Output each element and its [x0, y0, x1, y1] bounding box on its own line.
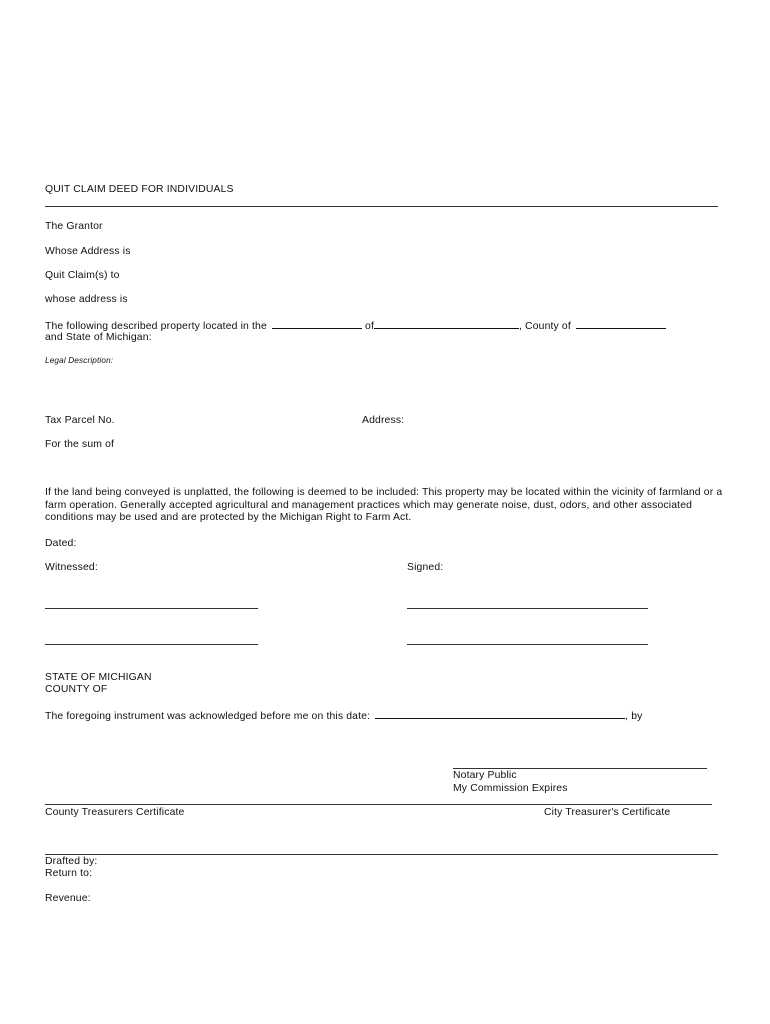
revenue-label: Revenue: — [45, 893, 91, 904]
legal-description-label: Legal Description: — [45, 356, 114, 365]
return-to-label: Return to: — [45, 868, 93, 879]
acknowledgment-text: The foregoing instrument was acknowledged before me on this date: — [45, 711, 371, 722]
county-treasurer-certificate: County Treasurers Certificate — [45, 807, 185, 818]
quit-claims-to-label: Quit Claim(s) to — [45, 270, 120, 281]
witness-signature-line-2[interactable] — [45, 644, 258, 645]
dated-label: Dated: — [45, 538, 77, 549]
grantor-label: The Grantor — [45, 221, 103, 232]
drafted-by-label: Drafted by: — [45, 856, 98, 867]
right-to-farm-paragraph: If the land being conveyed is unplatted, the following is deemed to be included: This property may be located within the vicinity of farmland or a farm operation. Generally accepted agricultural and management practices which may generate noise, dust, odors, and other associated conditions may be used and are protected by the Michigan Right to Farm Act. — [45, 487, 723, 523]
property-township-blank[interactable] — [272, 318, 362, 329]
acknowledgment-line — [45, 708, 643, 723]
signed-label: Signed: — [407, 562, 444, 573]
footer-divider — [45, 854, 718, 855]
grantor-signature-line-1[interactable] — [407, 608, 648, 609]
commission-expires-label: My Commission Expires — [453, 783, 568, 794]
title-divider — [45, 206, 718, 207]
property-location-text: The following described property located in the — [45, 321, 267, 332]
witnessed-label: Witnessed: — [45, 562, 98, 573]
property-city-blank[interactable] — [374, 318, 519, 329]
address-label: Address: — [362, 415, 405, 426]
property-county-blank[interactable] — [576, 318, 666, 329]
witness-signature-line-1[interactable] — [45, 608, 258, 609]
sum-label: For the sum of — [45, 439, 115, 450]
city-treasurer-certificate: City Treasurer's Certificate — [544, 807, 671, 818]
notary-county: COUNTY OF — [45, 684, 108, 695]
acknowledgment-by-text: , by — [625, 711, 643, 722]
notary-public-label: Notary Public — [453, 770, 517, 781]
certificate-divider — [45, 804, 712, 805]
acknowledgment-date-blank[interactable] — [375, 708, 625, 719]
property-county-text: , County of — [518, 321, 571, 332]
grantor-signature-line-2[interactable] — [407, 644, 648, 645]
property-of-text: of — [365, 321, 374, 332]
tax-parcel-label: Tax Parcel No. — [45, 415, 115, 426]
notary-state: STATE OF MICHIGAN — [45, 672, 152, 683]
document-title: QUIT CLAIM DEED FOR INDIVIDUALS — [45, 184, 234, 195]
property-state-line: and State of Michigan: — [45, 332, 152, 343]
grantor-address-label: Whose Address is — [45, 246, 131, 257]
grantee-address-label: whose address is — [45, 294, 128, 305]
